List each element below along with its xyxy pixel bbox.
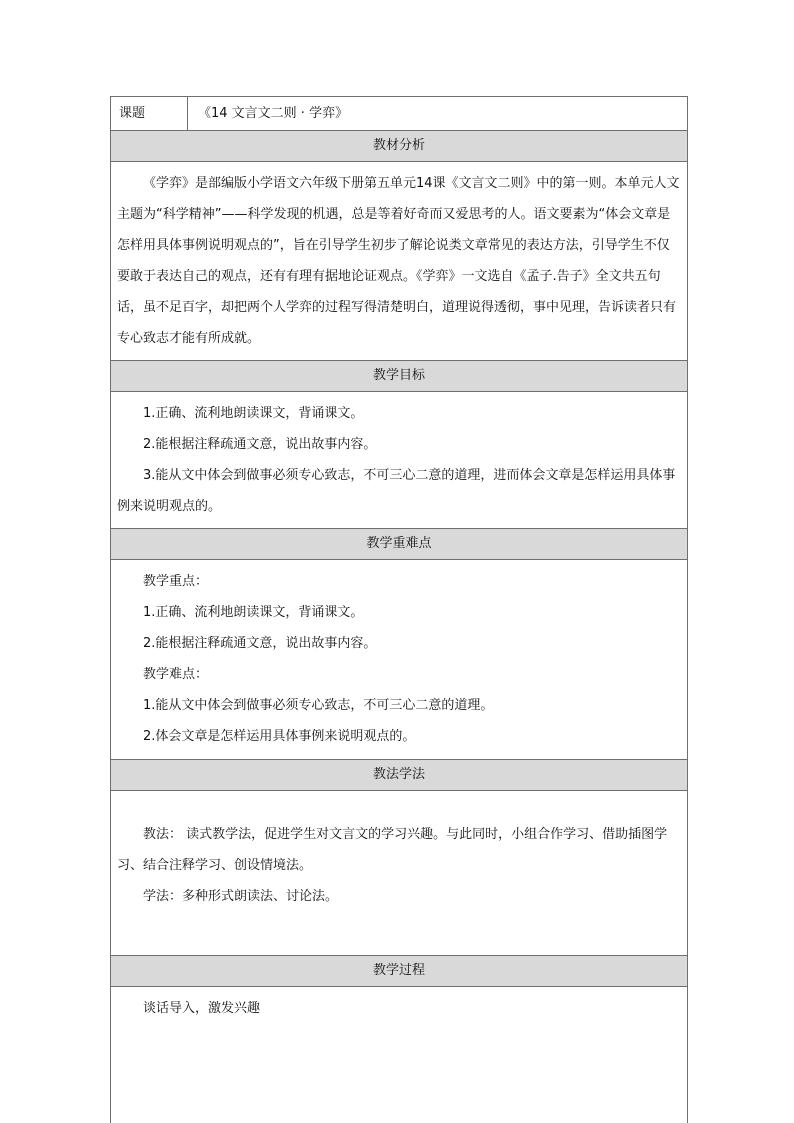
paragraph: 教学重点： [143,574,209,589]
section-body-methods [111,791,688,956]
section-body-process [111,987,688,1123]
paragraph: 教学难点： [143,667,209,682]
section-heading-key-points: 教学重难点 [111,529,688,560]
paragraph: 学法：多种形式朗读法、讨论法。 [143,889,339,904]
paragraph: 教法： 读式教学法，促进学生对文言文的学习兴趣。与此同时，小组合作学习、借助插图学习、结合注释学习、创设情境法。 [117,827,668,873]
paragraph: 谈话导入，激发兴趣 [143,1001,261,1016]
section-heading-teaching-goals: 教学目标 [111,361,688,392]
paragraph: 3.能从文中体会到做事必须专心致志，不可三心二意的道理，进而体会文章是怎样运用具体事例来说明观点的。 [117,468,676,514]
paragraph: 《学弈》是部编版小学语文六年级下册第五单元14课《文言文二则》中的第一则。本单元人文主题为“科学精神”——科学发现的机遇，总是等着好奇而又爱思考的人。语文要素为“体会文章是怎样用具体事例说明观点的”，旨在引导学生初步了解论说类文章常见的表达方法，引导学生不仅要敢于表达自己的观点，还有有理有据地论证观点。《学弈》一文选自《孟子.告子》全文共五句话，虽不足百字，却把两个人学弈的过程写得清楚明白，道理说得透彻，事中见理，告诉读者只有专心致志才能有所成就。 [117,176,680,346]
section-body-teaching-goals [111,392,688,529]
paragraph: 2.能根据注释疏通文意，说出故事内容。 [143,636,377,651]
topic-title: 《14 文言文二则 · 学弈》 [188,97,688,131]
topic-label: 课题 [111,97,188,131]
section-body-key-points [111,560,688,760]
paragraph: 2.能根据注释疏通文意，说出故事内容。 [143,437,377,452]
paragraph: 1.能从文中体会到做事必须专心致志，不可三心二意的道理。 [143,698,494,713]
paragraph: 2.体会文章是怎样运用具体事例来说明观点的。 [143,729,416,744]
section-heading-methods: 教法学法 [111,760,688,791]
paragraph: 1.正确、流利地朗读课文，背诵课文。 [143,605,364,620]
section-heading-process: 教学过程 [111,956,688,987]
section-body-textbook-analysis [111,162,688,361]
paragraph: 1.正确、流利地朗读课文，背诵课文。 [143,406,364,421]
section-heading-textbook-analysis: 教材分析 [111,131,688,162]
lesson-plan-table [110,96,688,1123]
